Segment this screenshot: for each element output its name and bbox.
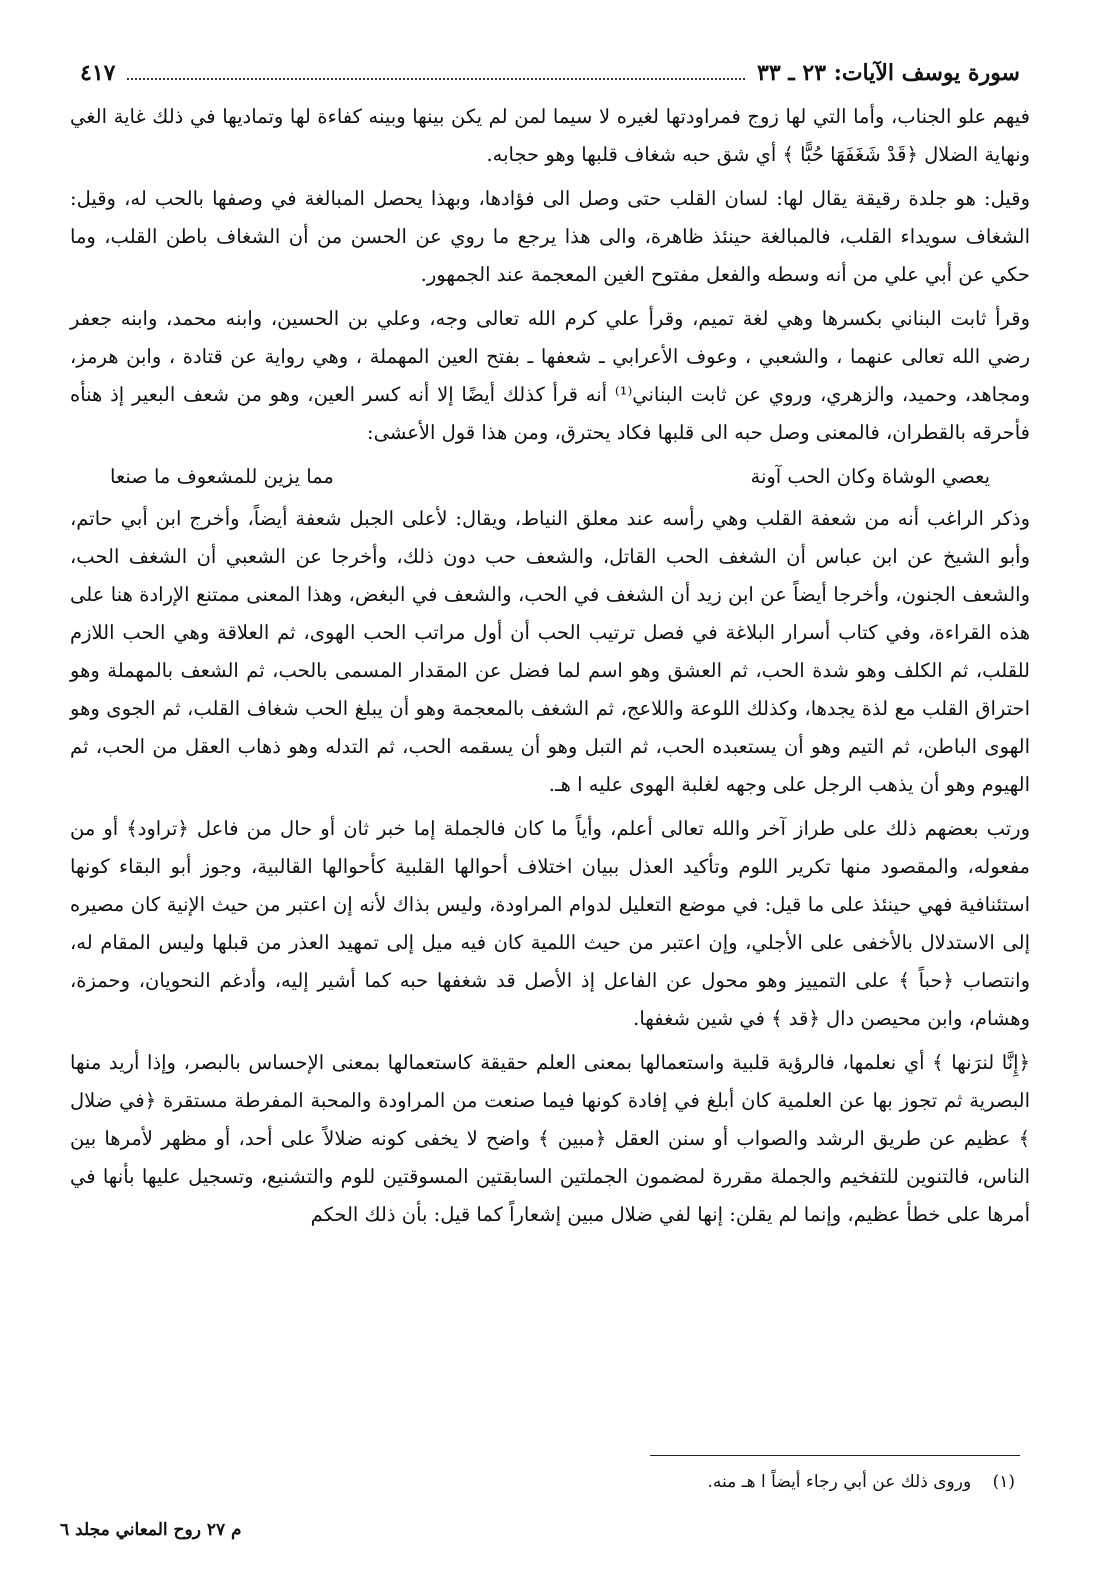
footnote-separator [650, 1455, 1020, 1456]
header-dot-leader [127, 78, 745, 80]
signature-mark: م ٢٧ روح المعاني مجلد ٦ [60, 1520, 242, 1540]
page-number: ٤١٧ [80, 60, 116, 86]
verse-second-hemistich: مما يزين للمشعوف ما صنعا [110, 465, 334, 488]
paragraph-3: وقرأ ثابت البناني بكسرها وهي لغة تميم، وقرأ علي كرم الله تعالى وجه، وعلي بن الحسين، وابنه محمد، وابنه جعفر رضي الله تعالى عنهما ، والشعبي ، وعوف الأعرابي ـ شعفها ـ بفتح العين المهملة ، وهي رواية عن قتادة ، وابن هرمز، ومجاهد، وحميد، والزهري، وروي عن ثابت البناني⁽¹⁾ أنه قرأ كذلك أيضًا إلا أنه كسر العين، وهو من شعف البعير إذ هنأه فأحرقه بالقطران، فالمعنى وصل حبه الى قلبها فكاد يحترق، ومن هذا قول الأعشى: [70, 307, 1030, 444]
footnote [70, 1472, 1015, 1492]
paragraph-4: وذكر الراغب أنه من شعفة القلب وهي رأسه عند معلق النياط، ويقال: لأعلى الجبل شعفة أيضاً، وأخرج ابن أبي حاتم، وأبو الشيخ عن ابن عباس أن الشغف الحب القاتل، والشعف حب دون ذلك، وأخرجا عن الشعبي أن الشغف الحب، والشعف الجنون، وأخرجا أيضاً عن ابن زيد أن الشغف في الحب، والشعف في البغض، وهذا المعنى ممتنع الإرادة هنا على هذه القراءة، وفي كتاب أسرار البلاغة في فصل ترتيب الحب أن أول مراتب الحب الهوى، ثم العلاقة وهي الحب اللازم للقلب، ثم الكلف وهو شدة الحب، ثم العشق وهو اسم لما فضل عن المقدار المسمى بالحب، ثم الشعف بالمهملة وهو احتراق القلب مع لذة يجدها، وكذلك اللوعة واللاعج، ثم الشغف بالمعجمة وهو أن يبلغ الحب شغاف القلب، ثم الجوى وهو الهوى الباطن، ثم التيم وهو أن يستعبده الحب، ثم التبل وهو أن يسقمه الحب، ثم التدله وهو ذهاب العقل من الحب، ثم الهيوم وهو أن يذهب الرجل على وجهه لغلبة الهوى عليه ا هـ. [70, 507, 1030, 796]
footnote-text: وروى ذلك عن أبي رجاء أيضاً ا هـ منه. [707, 1472, 972, 1492]
paragraph-5: ورتب بعضهم ذلك على طراز آخر والله تعالى أعلم، وأياً ما كان فالجملة إما خبر ثان أو حال من فاعل ﴿تراود﴾ أو من مفعوله، والمقصود منها تكرير اللوم وتأكيد العذل ببيان اختلاف أحوالها القلبية كأحوالها القالبية، وجوز أبو البقاء كونها استئنافية فهي حينئذ على ما قيل: في موضع التعليل لدوام المراودة، وليس بذاك لأنه إن اعتبر من حيث الإنية كان مصيره إلى الاستدلال بالأخفى على الأجلي، وإن اعتبر من حيث اللمية كان فيه ميل إلى تمهيد العذر من قبلها وليس المقام له، وانتصاب ﴿حباً ﴾ على التمييز وهو محول عن الفاعل إذ الأصل قد شغفها حبه كما أشير إليه، وأدغم النحويان، وحمزة، وهشام، وابن محيصن دال ﴿قد ﴾ في شين شغفها. [70, 817, 1030, 1030]
paragraph-6: ﴿إِنَّا لنرَنها ﴾ أي نعلمها، فالرؤية قلبية واستعمالها بمعنى العلم حقيقة كاستعمالها بمعنى الإحساس بالبصر، وإذا أريد منها البصرية ثم تجوز بها عن العلمية كان أبلغ في إفادة كونها فيما صنعت من المراودة والمحبة المفرطة مستقرة ﴿في ضلال ﴾ عظيم عن طريق الرشد والصواب أو سنن العقل ﴿مبين ﴾ واضح لا يخفى كونه ضلالاً على أحد، أو مظهر لأمرها بين الناس، فالتنوين للتفخيم والجملة مقررة لمضمون الجملتين السابقتين المسوقتين للوم والتشنيع، وتسجيل عليها بأنها في أمرها على خطأ عظيم، وإنما لم يقلن: إنها لفي ضلال مبين إشعاراً كما قيل: بأن ذلك الحكم [70, 1051, 1030, 1226]
paragraph-2: وقيل: هو جلدة رقيقة يقال لها: لسان القلب حتى وصل الى فؤادها، وبهذا يحصل المبالغة في وصفها بالحب له، وقيل: الشغاف سويداء القلب، فالمبالغة حينئذ ظاهرة، والى هذا يرجع ما روي عن الحسن من أن الشغاف باطن القلب، وما حكي عن أبي علي من أنه وسطه والفعل مفتوح الغين المعجمة عند الجمهور. [70, 187, 1030, 286]
running-header [70, 60, 1030, 92]
paragraph-1: فيهم علو الجناب، وأما التي لها زوج فمراودتها لغيره لا سيما لمن لم يكن بينها وبينه كفاءة لها وتماديها في ذلك غاية الغي ونهاية الضلال ﴿قَدْ شَغَفَهَا حُبًّا ﴾ أي شق حبه شغاف قلبها وهو حجابه. [70, 105, 1030, 166]
footnote-number: (١) [992, 1472, 1015, 1492]
page-body [70, 60, 1030, 1234]
verse-first-hemistich: يعصي الوشاة وكان الحب آونة [750, 465, 990, 488]
header-title: سورة يوسف الآيات: ٢٣ ـ ٣٣ [757, 60, 1020, 86]
poetry-verse [110, 458, 990, 496]
